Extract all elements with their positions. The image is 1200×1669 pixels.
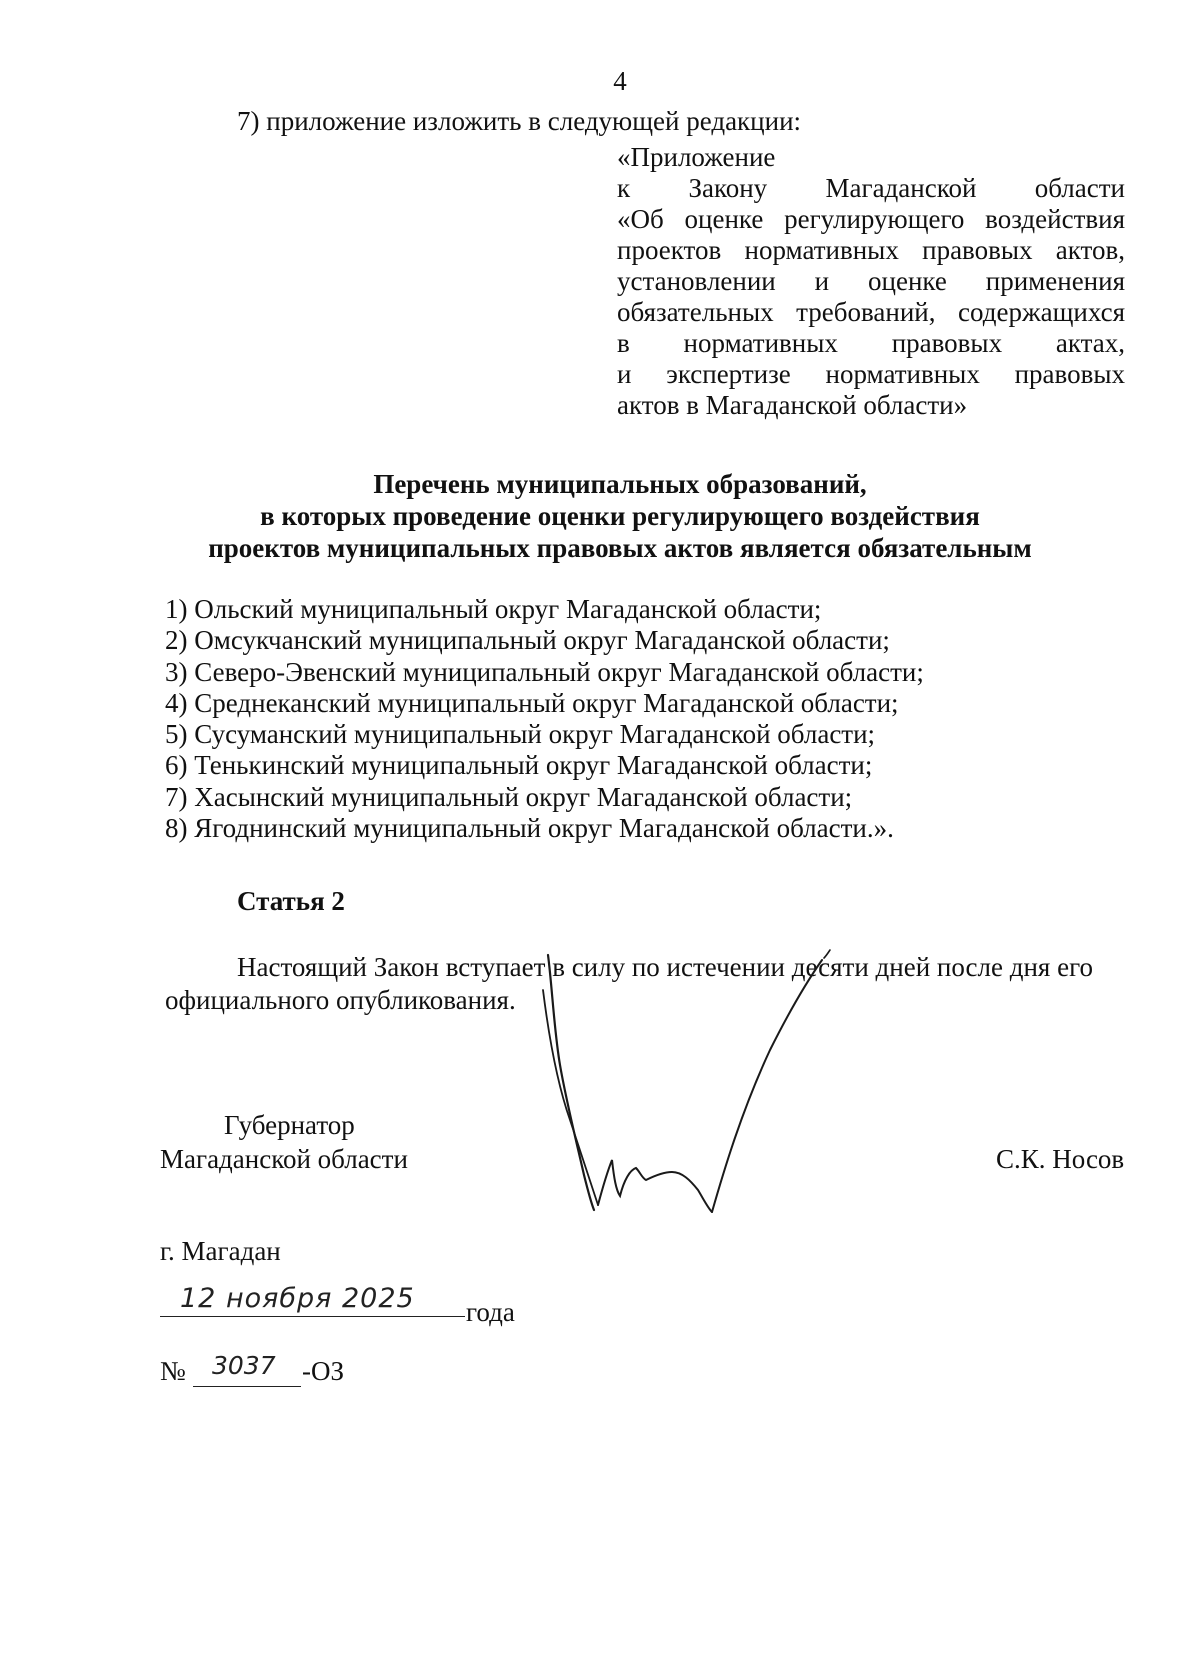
signatory-title: Губернатор xyxy=(224,1110,355,1140)
appendix-header-line: проектов нормативных правовых актов, xyxy=(617,235,1125,265)
appendix-header-line: в нормативных правовых актах, xyxy=(617,328,1125,358)
list-item: 5) Сусуманский муниципальный округ Магаданской области; xyxy=(165,719,876,750)
article-text: Настоящий Закон вступает в силу по истечении десяти дней после дня его xyxy=(237,952,1093,982)
list-item: 6) Тенькинский муниципальный округ Магаданской области; xyxy=(165,750,873,781)
article-title: Статья 2 xyxy=(237,886,345,916)
city: г. Магадан xyxy=(160,1236,281,1266)
list-item: 7) Хасынский муниципальный округ Магаданской области; xyxy=(165,781,853,812)
municipality-list xyxy=(165,594,924,844)
appendix-header-line: к Закону Магаданской области xyxy=(617,173,1125,203)
appendix-header xyxy=(617,142,1125,421)
law-number-suffix: -ОЗ xyxy=(302,1356,345,1386)
law-number-prefix: № xyxy=(160,1356,186,1386)
handwritten-date: 12 ноября 2025 xyxy=(180,1283,415,1314)
signatory-name: С.К. Носов xyxy=(996,1144,1125,1174)
page-number: 4 xyxy=(613,66,627,96)
law-number-underline xyxy=(193,1386,301,1387)
signatory-title: Магаданской области xyxy=(160,1144,408,1174)
date-underline xyxy=(160,1316,465,1317)
handwritten-law-number: 3037 xyxy=(212,1351,276,1380)
list-item: 1) Ольский муниципальный округ Магаданской области; xyxy=(165,594,822,624)
appendix-header-line: обязательных требований, содержащихся xyxy=(617,297,1125,327)
date-suffix: года xyxy=(466,1297,515,1327)
amendment-intro: 7) приложение изложить в следующей редакции: xyxy=(237,106,802,136)
appendix-header-line: и экспертизе нормативных правовых xyxy=(617,359,1125,389)
list-title-line: Перечень муниципальных образований, xyxy=(373,469,867,499)
list-item: 2) Омсукчанский муниципальный округ Магаданской области; xyxy=(165,625,890,656)
list-title-line: в которых проведение оценки регулирующего воздействия xyxy=(260,501,980,531)
appendix-header-line: актов в Магаданской области» xyxy=(617,390,968,420)
list-title-line: проектов муниципальных правовых актов является обязательным xyxy=(208,533,1032,563)
appendix-header-line: установлении и оценке применения xyxy=(617,266,1125,296)
article-text: официального опубликования. xyxy=(165,985,516,1015)
appendix-header-line: «Приложение xyxy=(617,142,776,172)
list-item: 4) Среднеканский муниципальный округ Магаданской области; xyxy=(165,687,899,718)
list-item: 3) Северо-Эвенский муниципальный округ Магаданской области; xyxy=(165,656,924,687)
appendix-header-line: «Об оценке регулирующего воздействия xyxy=(617,204,1125,234)
list-item: 8) Ягоднинский муниципальный округ Магаданской области.». xyxy=(165,813,894,844)
